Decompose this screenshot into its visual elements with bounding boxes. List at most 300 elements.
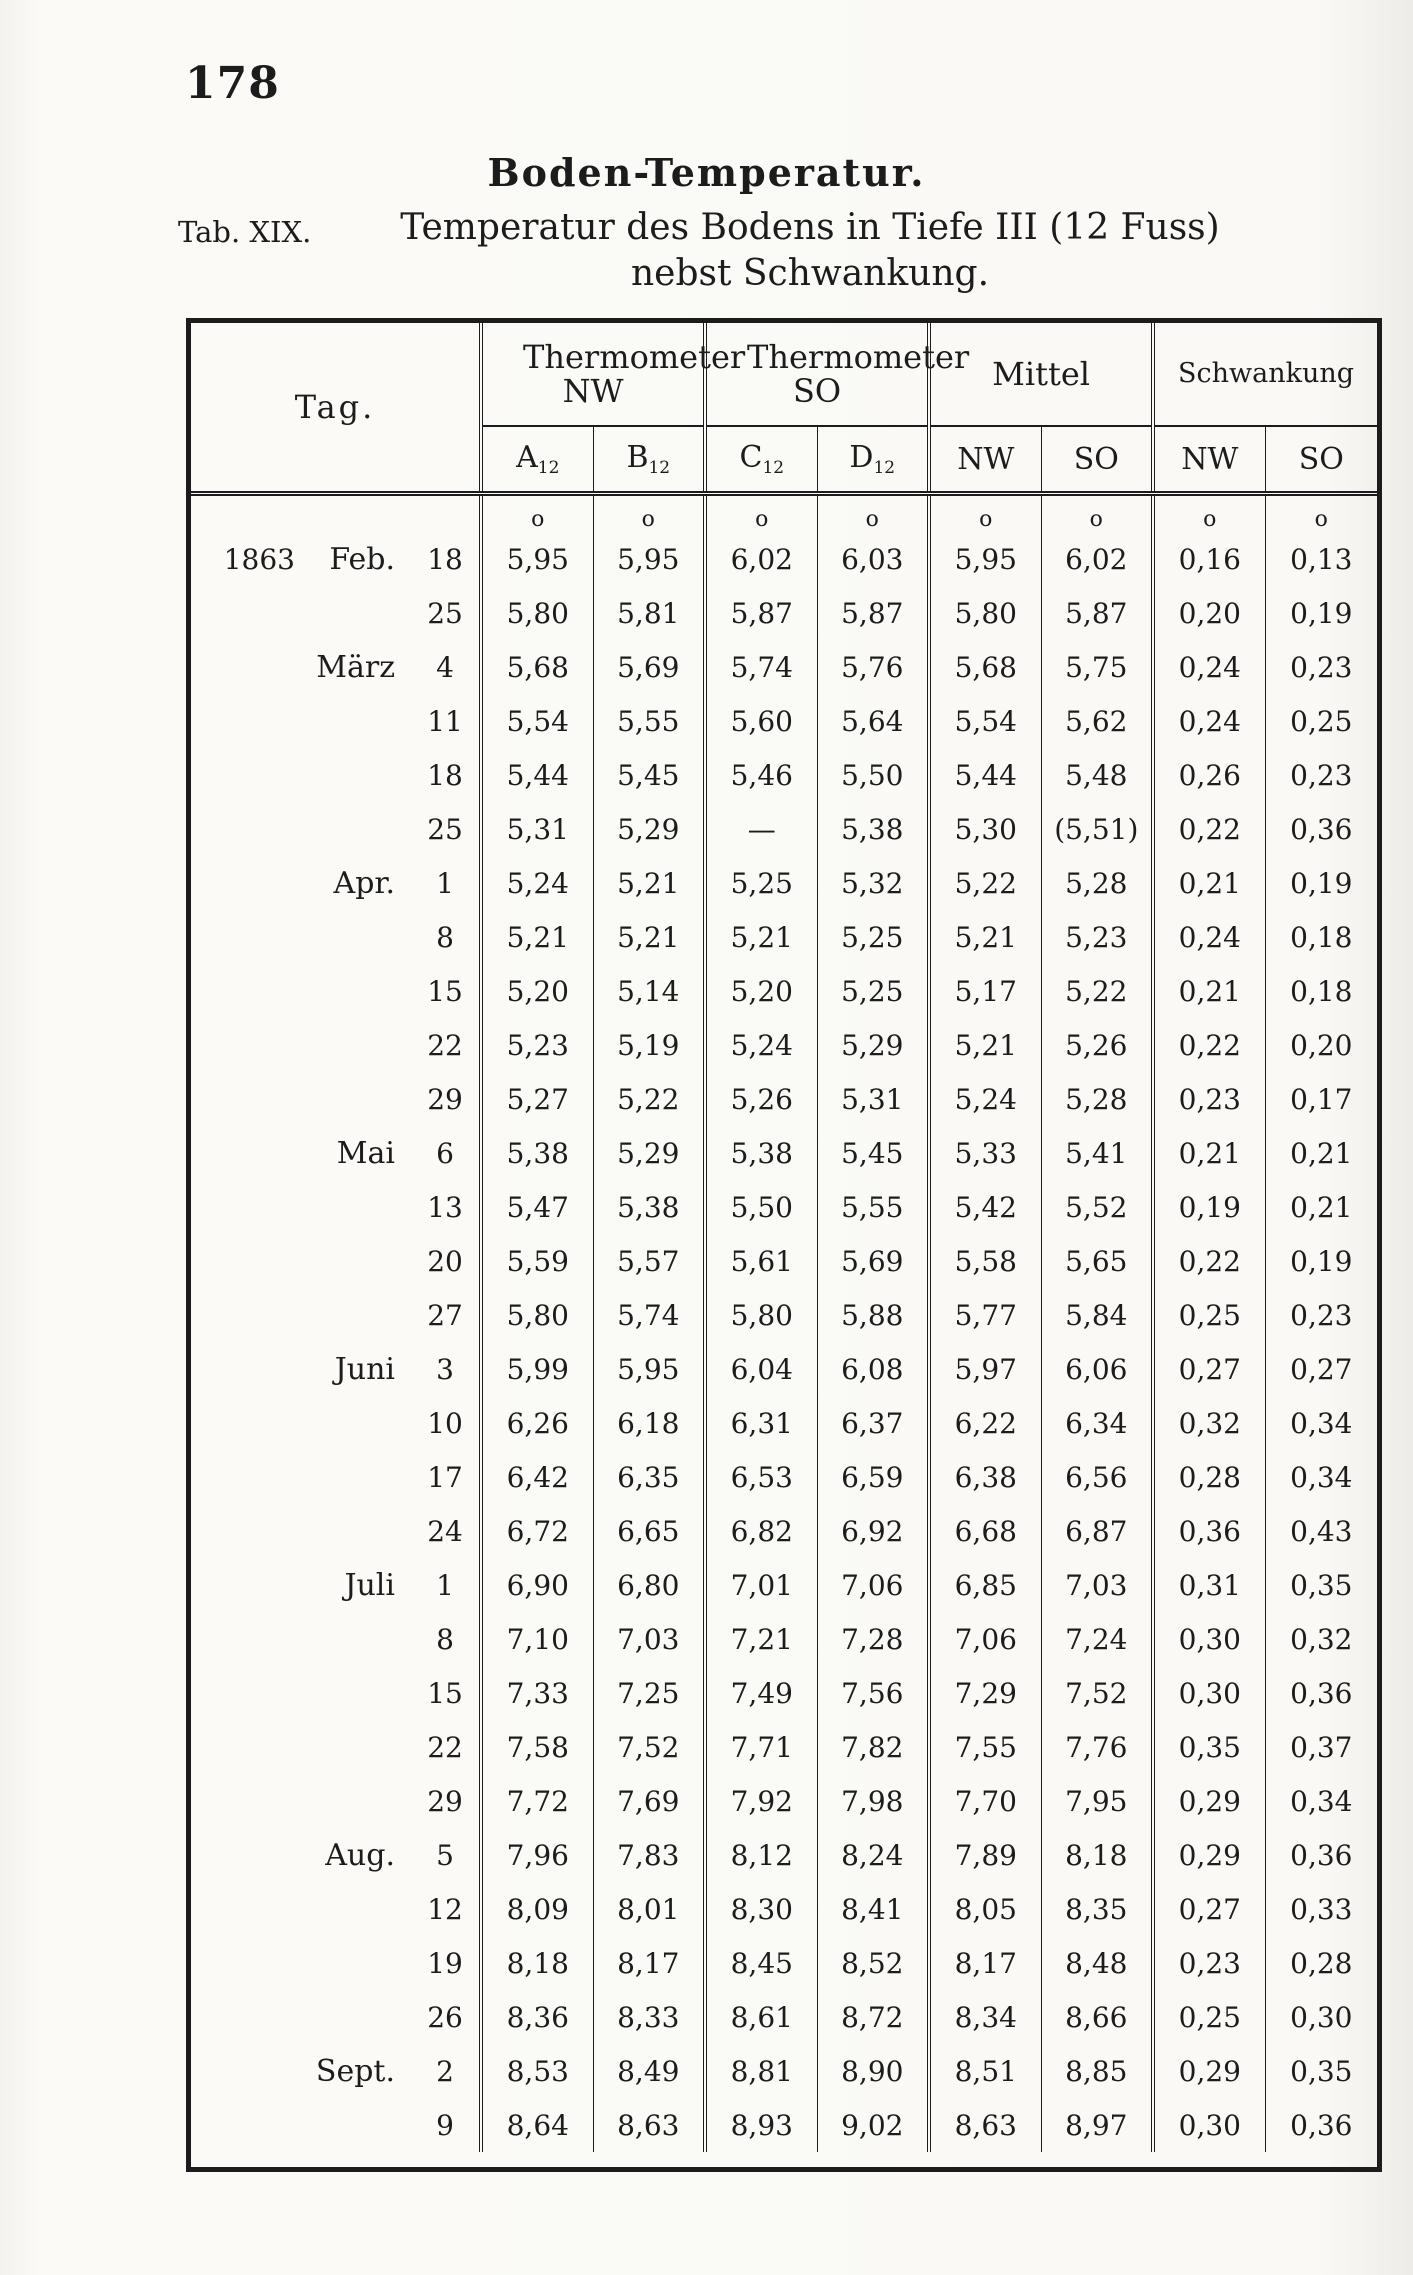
cell-mittel-nw: 5,80 xyxy=(929,586,1041,640)
table-row xyxy=(191,964,1377,1018)
cell-b12: 8,17 xyxy=(593,1936,705,1990)
day: 22 xyxy=(427,1028,463,1062)
cell-a12: 5,95 xyxy=(481,532,593,586)
cell-a12: 5,24 xyxy=(481,856,593,910)
day: 19 xyxy=(427,1946,463,1980)
year xyxy=(191,1612,301,1666)
month xyxy=(301,802,411,856)
cell-mittel-so: 5,26 xyxy=(1041,1018,1153,1072)
cell-mittel-so: 7,52 xyxy=(1041,1666,1153,1720)
month xyxy=(301,1936,411,1990)
cell-c12: 8,45 xyxy=(705,1936,817,1990)
cell-b12: 5,74 xyxy=(593,1288,705,1342)
cell-mittel-so: 6,02 xyxy=(1041,532,1153,586)
year xyxy=(191,964,301,1018)
month xyxy=(301,1234,411,1288)
cell-schwankung-so: 0,36 xyxy=(1265,802,1377,856)
header-d: D xyxy=(849,440,874,475)
header-b: B xyxy=(626,440,649,475)
table-label: Tab. XIX. xyxy=(178,215,312,249)
cell-a12: 5,21 xyxy=(481,910,593,964)
day: 10 xyxy=(427,1406,463,1440)
cell-schwankung-nw: 0,22 xyxy=(1153,1018,1265,1072)
cell-schwankung-nw: 0,21 xyxy=(1153,856,1265,910)
cell-schwankung-nw: 0,22 xyxy=(1153,1234,1265,1288)
cell-mittel-nw: 5,21 xyxy=(929,910,1041,964)
table-caption xyxy=(390,205,1230,297)
header-c: C xyxy=(739,440,763,475)
cell-mittel-nw: 5,58 xyxy=(929,1234,1041,1288)
cell-schwankung-nw: 0,31 xyxy=(1153,1558,1265,1612)
cell-d12: 6,03 xyxy=(817,532,929,586)
cell-c12: 8,81 xyxy=(705,2044,817,2098)
cell-a12: 5,38 xyxy=(481,1126,593,1180)
cell-c12: 5,20 xyxy=(705,964,817,1018)
cell-b12: 5,21 xyxy=(593,910,705,964)
subscript-12: 12 xyxy=(648,458,671,478)
cell-schwankung-so: 0,28 xyxy=(1265,1936,1377,1990)
cell-mittel-so: 8,85 xyxy=(1041,2044,1153,2098)
year xyxy=(191,1666,301,1720)
cell-b12: 5,81 xyxy=(593,586,705,640)
year xyxy=(191,802,301,856)
cell-schwankung-nw: 0,16 xyxy=(1153,532,1265,586)
cell-c12: 7,49 xyxy=(705,1666,817,1720)
cell-mittel-nw: 6,22 xyxy=(929,1396,1041,1450)
cell-schwankung-nw: 0,26 xyxy=(1153,748,1265,802)
cell-b12: 7,69 xyxy=(593,1774,705,1828)
cell-mittel-so: 8,97 xyxy=(1041,2098,1153,2152)
cell-d12: 9,02 xyxy=(817,2098,929,2152)
cell-schwankung-nw: 0,25 xyxy=(1153,1990,1265,2044)
cell-d12: 8,72 xyxy=(817,1990,929,2044)
cell-d12: 6,59 xyxy=(817,1450,929,1504)
cell-c12: 8,30 xyxy=(705,1882,817,1936)
table-row xyxy=(191,1558,1377,1612)
cell-mittel-nw: 8,05 xyxy=(929,1882,1041,1936)
cell-b12: 5,19 xyxy=(593,1018,705,1072)
cell-c12: 5,61 xyxy=(705,1234,817,1288)
cell-c12: 7,01 xyxy=(705,1558,817,1612)
cell-schwankung-nw: 0,30 xyxy=(1153,1666,1265,1720)
table-row xyxy=(191,1234,1377,1288)
cell-a12: 5,54 xyxy=(481,694,593,748)
day: 1 xyxy=(436,866,454,900)
cell-d12: 5,76 xyxy=(817,640,929,694)
table-row xyxy=(191,1936,1377,1990)
day: 22 xyxy=(427,1730,463,1764)
cell-mittel-so: 5,84 xyxy=(1041,1288,1153,1342)
year xyxy=(191,1288,301,1342)
cell-mittel-so: 5,62 xyxy=(1041,694,1153,748)
day: 18 xyxy=(427,542,463,576)
table-row xyxy=(191,1018,1377,1072)
year xyxy=(191,2098,301,2152)
cell-mittel-so: 8,66 xyxy=(1041,1990,1153,2044)
cell-d12: 8,90 xyxy=(817,2044,929,2098)
cell-mittel-so: 7,24 xyxy=(1041,1612,1153,1666)
month: Mai xyxy=(336,1135,395,1171)
header-schwankung: Schwankung xyxy=(1153,323,1377,426)
cell-c12: 8,61 xyxy=(705,1990,817,2044)
cell-d12: 5,45 xyxy=(817,1126,929,1180)
cell-schwankung-so: 0,17 xyxy=(1265,1072,1377,1126)
header-thermometer-nw xyxy=(481,323,746,426)
cell-a12: 5,23 xyxy=(481,1018,593,1072)
cell-mittel-so: 5,65 xyxy=(1041,1234,1153,1288)
cell-c12: 8,12 xyxy=(705,1828,817,1882)
cell-b12: 5,29 xyxy=(593,802,705,856)
cell-a12: 8,09 xyxy=(481,1882,593,1936)
cell-schwankung-so: 0,23 xyxy=(1265,640,1377,694)
cell-schwankung-nw: 0,24 xyxy=(1153,694,1265,748)
cell-a12: 5,27 xyxy=(481,1072,593,1126)
thermometer-so-label: Thermometer SO xyxy=(747,338,970,410)
cell-schwankung-nw: 0,28 xyxy=(1153,1450,1265,1504)
day: 4 xyxy=(436,650,454,684)
header-mittel-nw: NW xyxy=(929,426,1041,494)
cell-a12: 7,10 xyxy=(481,1612,593,1666)
degree-mark: o xyxy=(1153,494,1265,533)
day: 24 xyxy=(427,1514,463,1548)
cell-b12: 5,69 xyxy=(593,640,705,694)
cell-mittel-so: 5,23 xyxy=(1041,910,1153,964)
cell-mittel-nw: 5,68 xyxy=(929,640,1041,694)
cell-mittel-so: 6,87 xyxy=(1041,1504,1153,1558)
month: Sept. xyxy=(315,2053,395,2089)
month xyxy=(301,964,411,1018)
header-schwankung-nw: NW xyxy=(1153,426,1265,494)
cell-mittel-so: 7,03 xyxy=(1041,1558,1153,1612)
cell-d12: 5,69 xyxy=(817,1234,929,1288)
table-row xyxy=(191,1990,1377,2044)
month: März xyxy=(316,649,395,685)
cell-c12: 5,38 xyxy=(705,1126,817,1180)
cell-mittel-so: 6,56 xyxy=(1041,1450,1153,1504)
month xyxy=(301,2098,411,2152)
cell-a12: 5,68 xyxy=(481,640,593,694)
degree-mark: o xyxy=(929,494,1041,533)
cell-mittel-nw: 5,44 xyxy=(929,748,1041,802)
table-row xyxy=(191,748,1377,802)
cell-b12: 5,14 xyxy=(593,964,705,1018)
year xyxy=(191,1882,301,1936)
cell-a12: 5,80 xyxy=(481,586,593,640)
cell-b12: 6,35 xyxy=(593,1450,705,1504)
cell-c12: 5,25 xyxy=(705,856,817,910)
year xyxy=(191,1936,301,1990)
cell-d12: 5,50 xyxy=(817,748,929,802)
cell-mittel-so: 5,28 xyxy=(1041,856,1153,910)
cell-a12: 5,59 xyxy=(481,1234,593,1288)
cell-b12: 7,52 xyxy=(593,1720,705,1774)
subscript-12: 12 xyxy=(873,458,896,478)
cell-mittel-nw: 7,70 xyxy=(929,1774,1041,1828)
cell-a12: 6,42 xyxy=(481,1450,593,1504)
cell-a12: 8,64 xyxy=(481,2098,593,2152)
year xyxy=(191,1450,301,1504)
cell-schwankung-so: 0,34 xyxy=(1265,1450,1377,1504)
cell-d12: 5,29 xyxy=(817,1018,929,1072)
cell-a12: 8,53 xyxy=(481,2044,593,2098)
cell-d12: 5,32 xyxy=(817,856,929,910)
cell-mittel-so: 5,87 xyxy=(1041,586,1153,640)
cell-c12: 5,24 xyxy=(705,1018,817,1072)
cell-schwankung-so: 0,27 xyxy=(1265,1342,1377,1396)
cell-mittel-nw: 6,68 xyxy=(929,1504,1041,1558)
month xyxy=(301,910,411,964)
cell-c12: 5,87 xyxy=(705,586,817,640)
cell-schwankung-so: 0,34 xyxy=(1265,1774,1377,1828)
year xyxy=(191,1990,301,2044)
table-row xyxy=(191,586,1377,640)
cell-c12: 7,71 xyxy=(705,1720,817,1774)
cell-d12: 5,64 xyxy=(817,694,929,748)
cell-mittel-nw: 7,55 xyxy=(929,1720,1041,1774)
header-mittel-so: SO xyxy=(1041,426,1153,494)
cell-mittel-so: 7,95 xyxy=(1041,1774,1153,1828)
header-tag: Tag. xyxy=(191,323,481,494)
cell-schwankung-so: 0,32 xyxy=(1265,1612,1377,1666)
table-row xyxy=(191,1396,1377,1450)
year xyxy=(191,1234,301,1288)
table-row xyxy=(191,532,1377,586)
cell-b12: 5,95 xyxy=(593,532,705,586)
year xyxy=(191,1504,301,1558)
month: Feb. xyxy=(329,541,395,577)
cell-mittel-so: (5,51) xyxy=(1041,802,1153,856)
cell-mittel-nw: 5,77 xyxy=(929,1288,1041,1342)
table-row xyxy=(191,1612,1377,1666)
cell-d12: 6,08 xyxy=(817,1342,929,1396)
year xyxy=(191,1720,301,1774)
year xyxy=(191,1774,301,1828)
table-row xyxy=(191,640,1377,694)
cell-schwankung-nw: 0,30 xyxy=(1153,1612,1265,1666)
month xyxy=(301,694,411,748)
table-row xyxy=(191,856,1377,910)
cell-mittel-so: 5,28 xyxy=(1041,1072,1153,1126)
cell-a12: 5,47 xyxy=(481,1180,593,1234)
month xyxy=(301,1396,411,1450)
year xyxy=(191,1072,301,1126)
cell-schwankung-nw: 0,35 xyxy=(1153,1720,1265,1774)
cell-schwankung-nw: 0,29 xyxy=(1153,1828,1265,1882)
page-number: 178 xyxy=(185,58,280,109)
cell-schwankung-so: 0,23 xyxy=(1265,1288,1377,1342)
cell-mittel-nw: 5,33 xyxy=(929,1126,1041,1180)
cell-d12: 8,52 xyxy=(817,1936,929,1990)
day: 3 xyxy=(436,1352,454,1386)
cell-c12: 6,31 xyxy=(705,1396,817,1450)
cell-schwankung-nw: 0,32 xyxy=(1153,1396,1265,1450)
day: 13 xyxy=(427,1190,463,1224)
header-c12 xyxy=(705,426,817,494)
degree-mark: o xyxy=(481,494,593,533)
day: 12 xyxy=(427,1892,463,1926)
year xyxy=(191,910,301,964)
cell-schwankung-so: 0,35 xyxy=(1265,1558,1377,1612)
cell-a12: 6,26 xyxy=(481,1396,593,1450)
day: 29 xyxy=(427,1082,463,1116)
cell-schwankung-so: 0,19 xyxy=(1265,1234,1377,1288)
table-row xyxy=(191,910,1377,964)
cell-d12: 5,88 xyxy=(817,1288,929,1342)
month xyxy=(301,748,411,802)
cell-b12: 5,29 xyxy=(593,1126,705,1180)
cell-schwankung-nw: 0,29 xyxy=(1153,2044,1265,2098)
month xyxy=(301,1666,411,1720)
cell-schwankung-nw: 0,27 xyxy=(1153,1342,1265,1396)
cell-mittel-so: 6,06 xyxy=(1041,1342,1153,1396)
cell-mittel-nw: 5,30 xyxy=(929,802,1041,856)
cell-mittel-nw: 5,24 xyxy=(929,1072,1041,1126)
day: 27 xyxy=(427,1298,463,1332)
cell-mittel-so: 5,22 xyxy=(1041,964,1153,1018)
cell-b12: 5,95 xyxy=(593,1342,705,1396)
degree-mark: o xyxy=(593,494,705,533)
cell-d12: 5,55 xyxy=(817,1180,929,1234)
cell-schwankung-so: 0,25 xyxy=(1265,694,1377,748)
cell-mittel-nw: 7,29 xyxy=(929,1666,1041,1720)
cell-d12: 7,28 xyxy=(817,1612,929,1666)
cell-mittel-so: 8,48 xyxy=(1041,1936,1153,1990)
cell-d12: 5,38 xyxy=(817,802,929,856)
degree-row xyxy=(191,494,1377,533)
cell-schwankung-so: 0,23 xyxy=(1265,748,1377,802)
cell-c12: 6,53 xyxy=(705,1450,817,1504)
cell-schwankung-nw: 0,24 xyxy=(1153,640,1265,694)
cell-b12: 6,65 xyxy=(593,1504,705,1558)
table-row xyxy=(191,1072,1377,1126)
year xyxy=(191,2044,301,2098)
cell-b12: 5,21 xyxy=(593,856,705,910)
cell-a12: 7,58 xyxy=(481,1720,593,1774)
degree-mark: o xyxy=(1265,494,1377,533)
cell-mittel-nw: 8,17 xyxy=(929,1936,1041,1990)
day: 20 xyxy=(427,1244,463,1278)
cell-schwankung-so: 0,34 xyxy=(1265,1396,1377,1450)
cell-d12: 5,25 xyxy=(817,910,929,964)
table-row xyxy=(191,1342,1377,1396)
day: 1 xyxy=(436,1568,454,1602)
header-mittel: Mittel xyxy=(929,323,1153,426)
subscript-12: 12 xyxy=(762,458,785,478)
degree-mark: o xyxy=(705,494,817,533)
month xyxy=(301,1990,411,2044)
month xyxy=(301,1018,411,1072)
cell-b12: 7,25 xyxy=(593,1666,705,1720)
cell-schwankung-nw: 0,29 xyxy=(1153,1774,1265,1828)
cell-b12: 6,18 xyxy=(593,1396,705,1450)
cell-schwankung-nw: 0,36 xyxy=(1153,1504,1265,1558)
cell-c12: 8,93 xyxy=(705,2098,817,2152)
cell-a12: 5,44 xyxy=(481,748,593,802)
cell-b12: 7,83 xyxy=(593,1828,705,1882)
month xyxy=(301,1072,411,1126)
year xyxy=(191,586,301,640)
cell-schwankung-nw: 0,22 xyxy=(1153,802,1265,856)
cell-b12: 7,03 xyxy=(593,1612,705,1666)
month xyxy=(301,1882,411,1936)
cell-schwankung-so: 0,13 xyxy=(1265,532,1377,586)
cell-mittel-nw: 5,42 xyxy=(929,1180,1041,1234)
cell-c12: 5,21 xyxy=(705,910,817,964)
day: 9 xyxy=(436,2108,454,2142)
cell-schwankung-nw: 0,21 xyxy=(1153,1126,1265,1180)
year xyxy=(191,694,301,748)
cell-d12: 6,37 xyxy=(817,1396,929,1450)
cell-c12: 6,82 xyxy=(705,1504,817,1558)
cell-mittel-nw: 8,63 xyxy=(929,2098,1041,2152)
month xyxy=(301,1450,411,1504)
cell-c12: 5,50 xyxy=(705,1180,817,1234)
cell-c12: 5,74 xyxy=(705,640,817,694)
cell-d12: 7,56 xyxy=(817,1666,929,1720)
cell-mittel-nw: 5,97 xyxy=(929,1342,1041,1396)
cell-d12: 6,92 xyxy=(817,1504,929,1558)
header-b12 xyxy=(593,426,705,494)
cell-schwankung-so: 0,36 xyxy=(1265,1666,1377,1720)
day: 5 xyxy=(436,1838,454,1872)
table-row xyxy=(191,1828,1377,1882)
cell-schwankung-nw: 0,27 xyxy=(1153,1882,1265,1936)
cell-schwankung-nw: 0,19 xyxy=(1153,1180,1265,1234)
cell-b12: 5,38 xyxy=(593,1180,705,1234)
cell-c12: 6,04 xyxy=(705,1342,817,1396)
degree-mark: o xyxy=(1041,494,1153,533)
cell-a12: 5,80 xyxy=(481,1288,593,1342)
subscript-12: 12 xyxy=(537,458,560,478)
table-body xyxy=(191,494,1377,2153)
cell-a12: 7,72 xyxy=(481,1774,593,1828)
cell-mittel-so: 5,75 xyxy=(1041,640,1153,694)
cell-schwankung-so: 0,18 xyxy=(1265,910,1377,964)
day: 17 xyxy=(427,1460,463,1494)
year xyxy=(191,1396,301,1450)
header-a: A xyxy=(516,440,538,475)
cell-a12: 5,20 xyxy=(481,964,593,1018)
cell-schwankung-so: 0,19 xyxy=(1265,856,1377,910)
month xyxy=(301,1612,411,1666)
day: 25 xyxy=(427,596,463,630)
cell-schwankung-so: 0,21 xyxy=(1265,1180,1377,1234)
cell-a12: 7,33 xyxy=(481,1666,593,1720)
cell-mittel-nw: 8,51 xyxy=(929,2044,1041,2098)
month xyxy=(301,1504,411,1558)
cell-c12: 5,26 xyxy=(705,1072,817,1126)
day: 11 xyxy=(427,704,463,738)
day: 6 xyxy=(436,1136,454,1170)
cell-a12: 5,99 xyxy=(481,1342,593,1396)
cell-a12: 8,36 xyxy=(481,1990,593,2044)
cell-mittel-so: 8,35 xyxy=(1041,1882,1153,1936)
month: Aug. xyxy=(325,1837,395,1873)
cell-schwankung-so: 0,37 xyxy=(1265,1720,1377,1774)
month: Juni xyxy=(334,1351,395,1387)
day: 18 xyxy=(427,758,463,792)
cell-mittel-nw: 8,34 xyxy=(929,1990,1041,2044)
cell-d12: 8,41 xyxy=(817,1882,929,1936)
cell-d12: 7,82 xyxy=(817,1720,929,1774)
day: 8 xyxy=(436,920,454,954)
table-row xyxy=(191,2098,1377,2152)
cell-c12: 7,92 xyxy=(705,1774,817,1828)
year xyxy=(191,640,301,694)
header-a12 xyxy=(481,426,593,494)
cell-schwankung-nw: 0,25 xyxy=(1153,1288,1265,1342)
month: Apr. xyxy=(333,865,395,901)
